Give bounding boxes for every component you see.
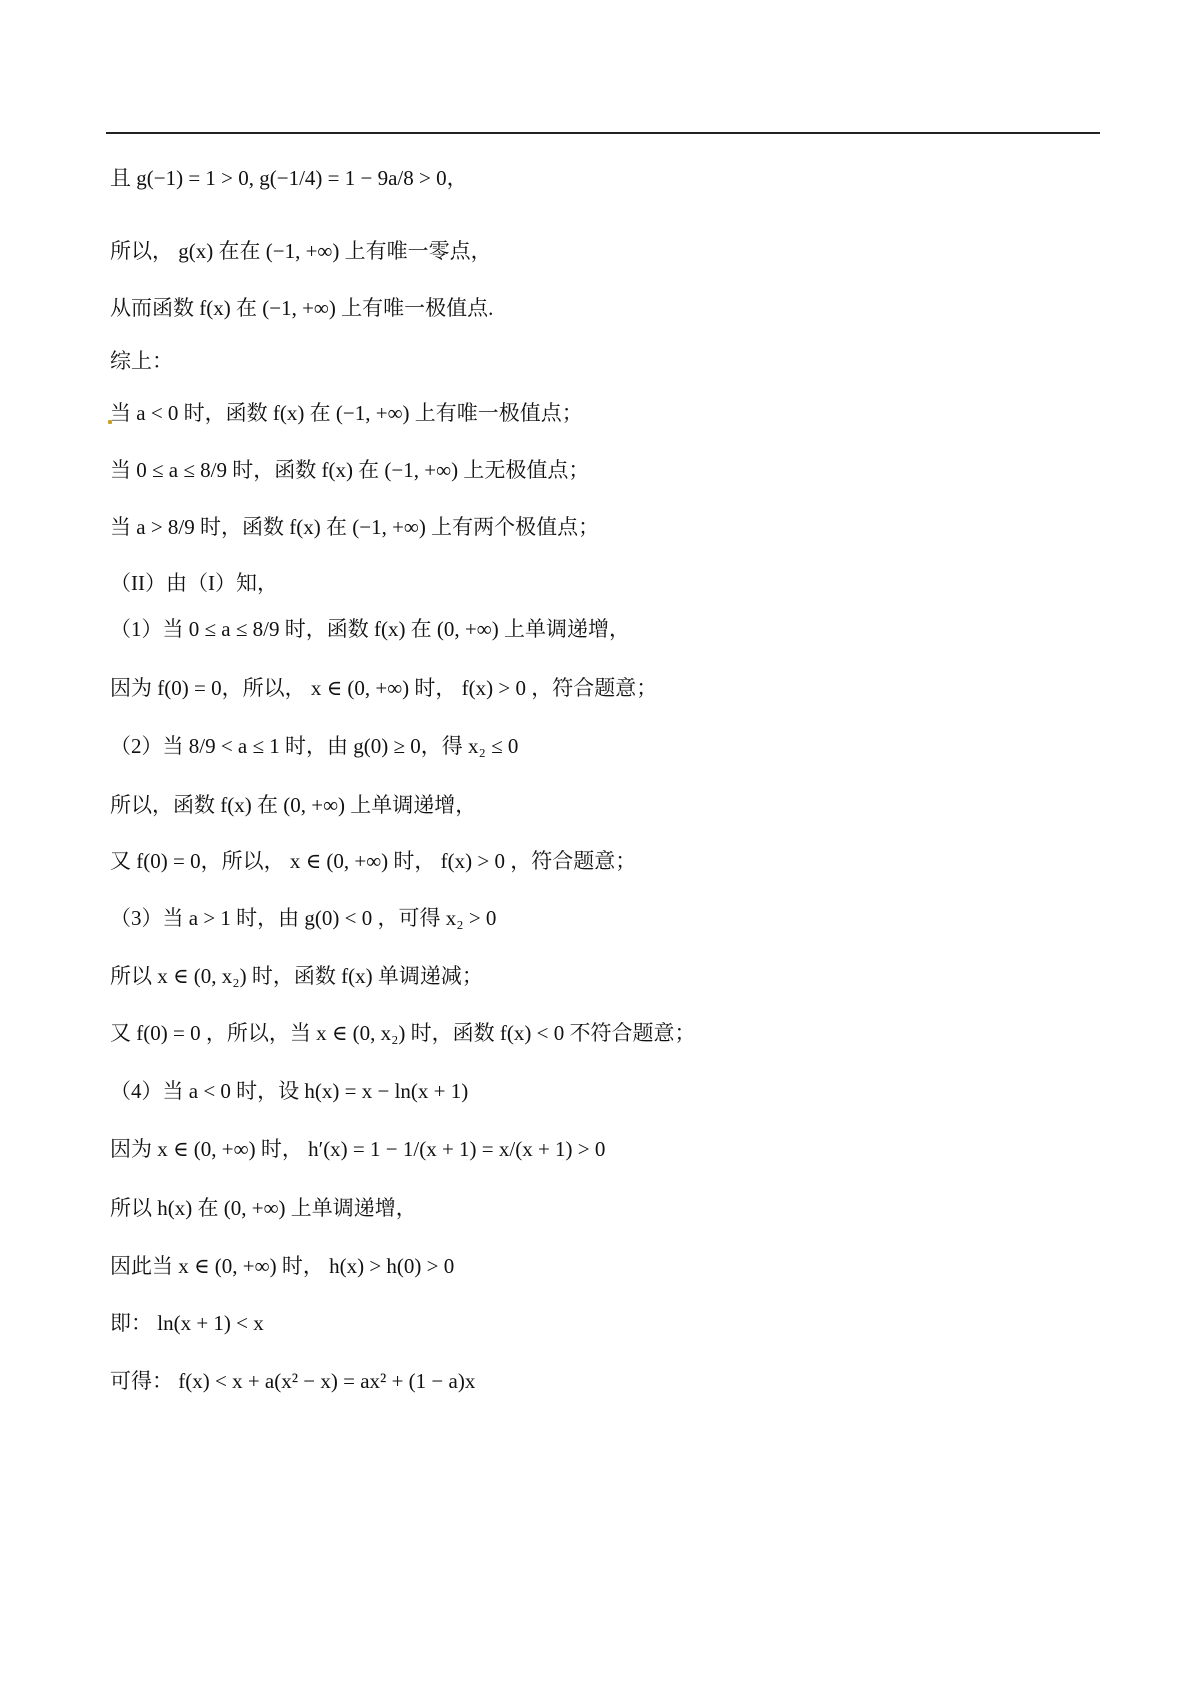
solution-line-part-two: （II）由（I）知， bbox=[110, 571, 278, 595]
solution-line-case-4-result: 可得： f(x) < x + a(x² − x) = ax² + (1 − a)x bbox=[110, 1369, 476, 1393]
solution-line-case-2-increasing: 所以，函数 f(x) 在 (0, +∞) 上单调递增， bbox=[110, 793, 477, 817]
solution-line-case-a-large: 当 a > 8/9 时，函数 f(x) 在 (−1, +∞) 上有两个极值点； bbox=[110, 515, 600, 539]
solution-line-case-3-decreasing: 所以 x ∈ (0, x₂) 时，函数 f(x) 单调递减； bbox=[110, 964, 483, 988]
solution-line-1: 且 g(−1) = 1 > 0, g(−1/4) = 1 − 9a/8 > 0， bbox=[110, 166, 468, 190]
solution-line-case-4-derivative: 因为 x ∈ (0, +∞) 时， h′(x) = 1 − 1/(x + 1) = x/(x + 1) > 0 bbox=[110, 1137, 606, 1161]
header-rule bbox=[106, 132, 1100, 134]
solution-line-case-3-conclusion: 又 f(0) = 0 ，所以，当 x ∈ (0, x₂) 时，函数 f(x) < 0 不符合题意； bbox=[110, 1021, 696, 1045]
solution-line-case-4-increasing: 所以 h(x) 在 (0, +∞) 上单调递增， bbox=[110, 1196, 417, 1220]
solution-line-case-a-negative: 当 a < 0 时，函数 f(x) 在 (−1, +∞) 上有唯一极值点； bbox=[110, 401, 583, 425]
solution-line-case-2: （2）当 8/9 < a ≤ 1 时，由 g(0) ≥ 0，得 x₂ ≤ 0 bbox=[110, 734, 519, 758]
solution-line-case-4-inequality: 即： ln(x + 1) < x bbox=[110, 1311, 264, 1335]
solution-line-case-a-range: 当 0 ≤ a ≤ 8/9 时，函数 f(x) 在 (−1, +∞) 上无极值点； bbox=[110, 458, 590, 482]
solution-line-case-1: （1）当 0 ≤ a ≤ 8/9 时，函数 f(x) 在 (0, +∞) 上单调递增， bbox=[110, 617, 630, 641]
solution-line-case-1-conclusion: 因为 f(0) = 0，所以， x ∈ (0, +∞) 时， f(x) > 0 ，符合题意； bbox=[110, 676, 658, 700]
solution-line-case-4-positive: 因此当 x ∈ (0, +∞) 时， h(x) > h(0) > 0 bbox=[110, 1254, 455, 1278]
solution-line-case-3: （3）当 a > 1 时，由 g(0) < 0 ，可得 x₂ > 0 bbox=[110, 906, 497, 930]
solution-line-2: 所以， g(x) 在在 (−1, +∞) 上有唯一零点， bbox=[110, 239, 492, 263]
solution-line-case-4: （4）当 a < 0 时，设 h(x) = x − ln(x + 1) bbox=[110, 1079, 469, 1103]
solution-line-case-2-conclusion: 又 f(0) = 0，所以， x ∈ (0, +∞) 时， f(x) > 0 ，符合题意； bbox=[110, 849, 637, 873]
solution-line-summary: 综上： bbox=[110, 349, 173, 373]
solution-line-3: 从而函数 f(x) 在 (−1, +∞) 上有唯一极值点. bbox=[110, 296, 494, 320]
